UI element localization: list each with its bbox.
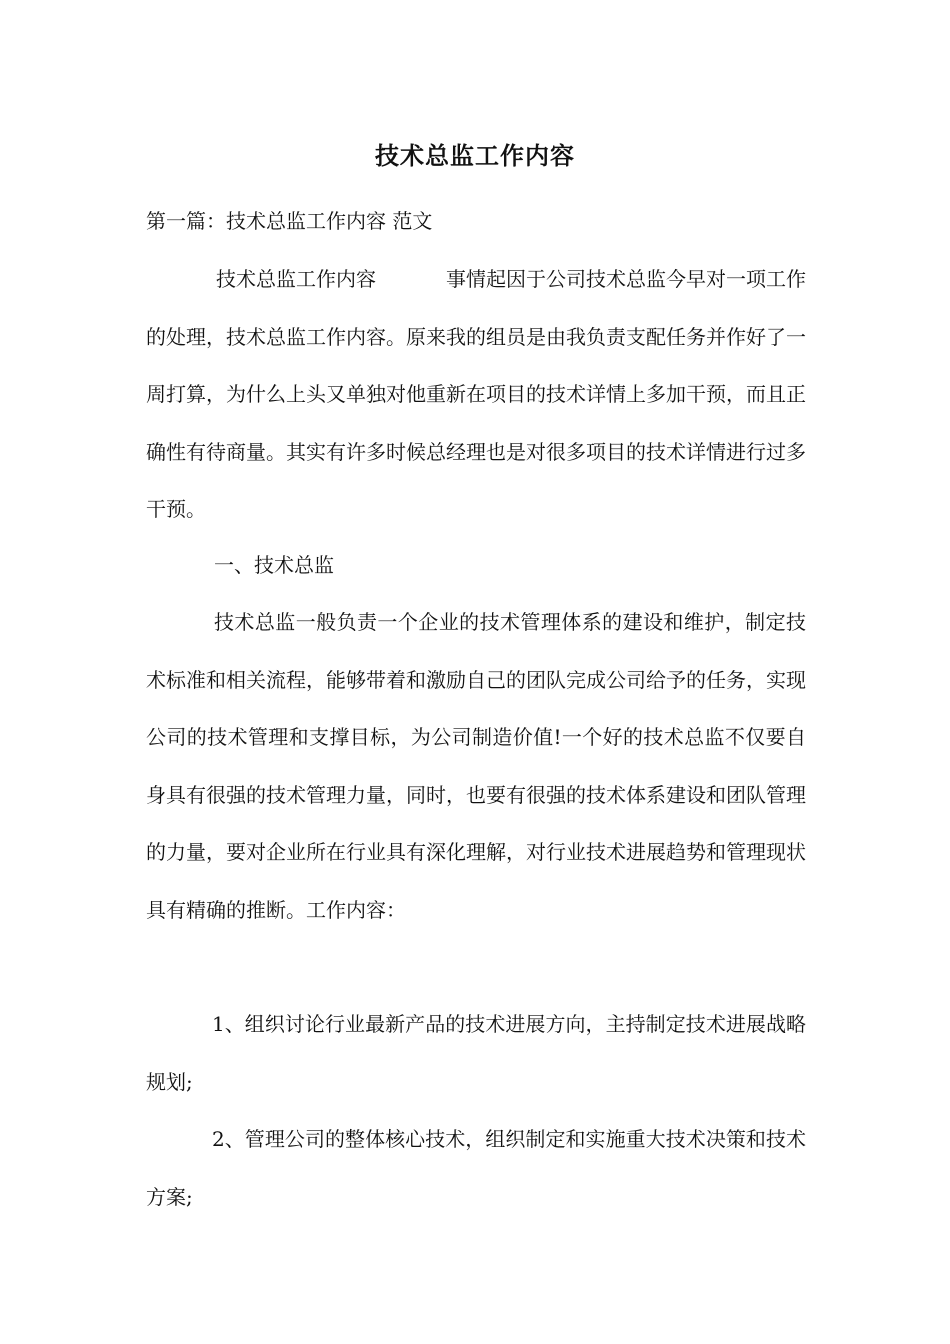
intro-paragraph [146, 251, 806, 539]
list-item: 2、管理公司的整体核心技术，组织制定和实施重大技术决策和技术方案; [146, 1127, 806, 1209]
document-title: 技术总监工作内容 [375, 142, 575, 170]
section-paragraph: 技术总监一般负责一个企业的技术管理体系的建设和维护，制定技术标准和相关流程，能够带着和激励自己的团队完成公司给予的任务，实现公司的技术管理和支撑目标，为公司制造价值!一个好的技术总监不仅要自身具有很强的技术管理力量，同时，也要有很强的技术体系建设和团队管理的力量，要对企业所在行业具有深化理解，对行业技术进展趋势和管理现状具有精确的推断。工作内容： [146, 610, 806, 922]
intro-lead-text: 技术总监工作内容 [216, 267, 376, 291]
document-subtitle: 第一篇：技术总监工作内容 范文 [146, 209, 433, 233]
intro-body-text: 事情起因于公司技术总监今早对一项工作的处理，技术总监工作内容。原来我的组员是由我负责支配任务并作好了一周打算，为什么上头又单独对他重新在项目的技术详情上多加干预，而且正确性有待商量。其实有许多时候总经理也是对很多项目的技术详情进行过多干预。 [146, 267, 806, 521]
section-heading: 一、技术总监 [214, 553, 334, 577]
list-item: 1、组织讨论行业最新产品的技术进展方向，主持制定技术进展战略规划; [146, 1012, 806, 1094]
